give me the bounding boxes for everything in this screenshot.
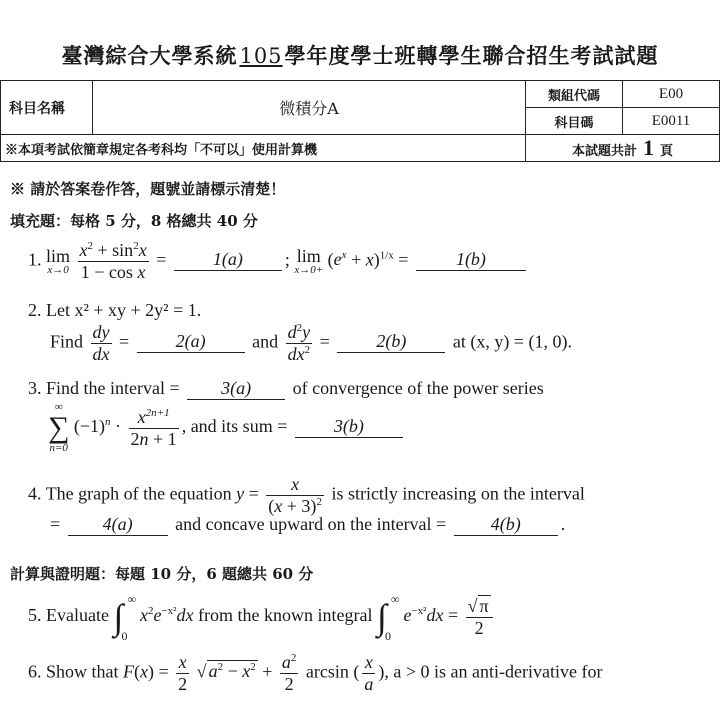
problem-5: 5. Evaluate ∫ ∞ 0 $x^2e^{-x^2}dx$ from the known integral ∫ ∞ 0 $e^{-x^2}dx$ = $\frac{√ \pi}{2}$: [28, 594, 496, 640]
title-year: 105: [239, 44, 283, 68]
integral-sign-icon: ∫ ∞ 0: [113, 592, 137, 643]
increasing-text: is strictly increasing on the interval: [331, 483, 585, 504]
series-term: $\frac{x^{2n+1}}{2n + 1}$: [130, 406, 177, 449]
at-point-text: at (x, y) = (1, 0).: [452, 331, 572, 352]
find-text: Find: [50, 331, 84, 352]
blank-3a: 3(a): [187, 378, 285, 400]
pages-value: 1: [643, 135, 654, 160]
summation-sign-icon: ∞ ∑ n=0: [48, 401, 70, 454]
problem-4-line2: = 4(a) and concave upward on the interval = 4(b) .: [50, 514, 566, 534]
problem-number: 4.: [28, 483, 42, 504]
problem-number: 2.: [28, 300, 42, 320]
graph-text: The graph of the equation: [45, 483, 232, 504]
find-interval-text: Find the interval =: [46, 378, 180, 398]
problem-4-line1: 4. The graph of the equation y = $\frac{x}{(x + 3)^2}$ is strictly increasing on the interval: [28, 474, 585, 516]
title-prefix: 臺灣綜合大學系統: [61, 43, 238, 68]
blank-4a: 4(a): [68, 514, 168, 536]
fraction: $\frac{x^2 + \sin^2x}{\text{1 − cos x}}$: [79, 240, 147, 282]
evaluate-text: Evaluate: [46, 605, 109, 626]
problem-2-line1: [28, 300, 201, 321]
sqrt-pi-over-2: $\frac{√ \pi}{2}$: [466, 596, 493, 638]
limit-operator: lim x→0: [46, 245, 71, 276]
group-code-value: E00: [623, 81, 720, 108]
blank-2a: 2(a): [137, 331, 245, 353]
blank-2b: 2(b): [337, 331, 445, 353]
limit-operator: lim x→0+: [294, 245, 324, 276]
page-count: [526, 135, 720, 162]
calc-section-heading: 計算與證明題：每題 10 分，6 題總共 60 分: [10, 565, 314, 583]
blank-1a: 1(a): [174, 249, 282, 271]
page-title: [0, 40, 720, 70]
and-text: and: [252, 331, 279, 352]
convergence-text: of convergence of the power series: [292, 378, 544, 398]
concave-text: and concave upward on the interval =: [175, 514, 447, 534]
problem-number: 6.: [28, 661, 42, 682]
from-text: from the known integral: [197, 605, 373, 626]
problem-number: 1.: [28, 249, 42, 270]
subject-value: 微積分A: [93, 81, 526, 135]
problem-2-line2: Find $\frac{dy}{dx}$ = 2(a) and $\frac{d^2y}{dx^2}$ = 2(b) at (x, y) = (1, 0).: [50, 322, 572, 364]
integral-sign-icon: ∫ ∞ 0: [376, 592, 400, 643]
x-over-a: $\frac{x}{a}$: [364, 652, 374, 694]
problem-3-line2: ∞ ∑ n=0 $(-1)^n$ · $\frac{x^{2n+1}}{2n + 1}$ , and its sum = 3(b): [48, 402, 406, 454]
problem-number: 5.: [28, 605, 42, 626]
x-over-2: $\frac{x}{2}$: [178, 652, 188, 694]
title-suffix: 學年度學士班轉學生聯合招生考試試題: [284, 43, 659, 68]
problem-2-statement: Let x² + xy + 2y² = 1.: [46, 300, 202, 320]
subject-code-label: 科目碼: [526, 108, 623, 135]
condition-text: , a > 0 is an anti-derivative for: [384, 661, 603, 682]
a2-over-2: $\frac{a^2}{2}$: [281, 652, 297, 694]
subject-code-value: E0011: [623, 108, 720, 135]
second-derivative: $\frac{d^2y}{dx^2}$: [287, 322, 311, 364]
calculator-notice: ※本項考試依簡章規定各考科均「不可以」使用計算機: [1, 135, 526, 162]
problem-1: 1. lim x→0 $\frac{x^2 + \sin^2x}{\text{1 − cos x}}$ = 1(a) ; lim x→0+ $(e^x + x)^{1/x} = 1(b)$: [28, 240, 529, 282]
derivative-dy-dx: $\frac{dy}{dx}$: [92, 322, 110, 364]
exam-info-table: [0, 80, 720, 162]
answer-note: ※ 請於答案卷作答，題號並請標示清楚！: [10, 180, 286, 198]
group-code-label: 類組代碼: [526, 81, 623, 108]
problem-3-line1: [28, 378, 544, 400]
subject-label: 科目名稱: [1, 81, 93, 135]
fill-section-heading: 填充題：每格 5 分，8 格總共 40 分: [10, 212, 258, 230]
blank-4b: 4(b): [454, 514, 558, 536]
arcsin-text: arcsin: [305, 661, 349, 682]
show-text: Show that: [46, 661, 119, 682]
problem-number: 3.: [28, 378, 42, 398]
blank-1b: 1(b): [416, 249, 526, 271]
sum-text: , and its sum =: [181, 416, 288, 437]
pages-unit: 頁: [660, 144, 674, 159]
problem-6: 6. Show that F(x) = $\frac{x}{2}$ √ $a^2 - x^2$ + $\frac{a^2}{2}$ arcsin ( $\frac{x}{a}$ ), a > 0 is an anti-derivative for: [28, 652, 603, 694]
pages-label: 本試題共計: [571, 144, 637, 159]
function-fraction: $\frac{x}{(x + 3)^2}$: [268, 474, 322, 516]
blank-3b: 3(b): [295, 416, 403, 438]
